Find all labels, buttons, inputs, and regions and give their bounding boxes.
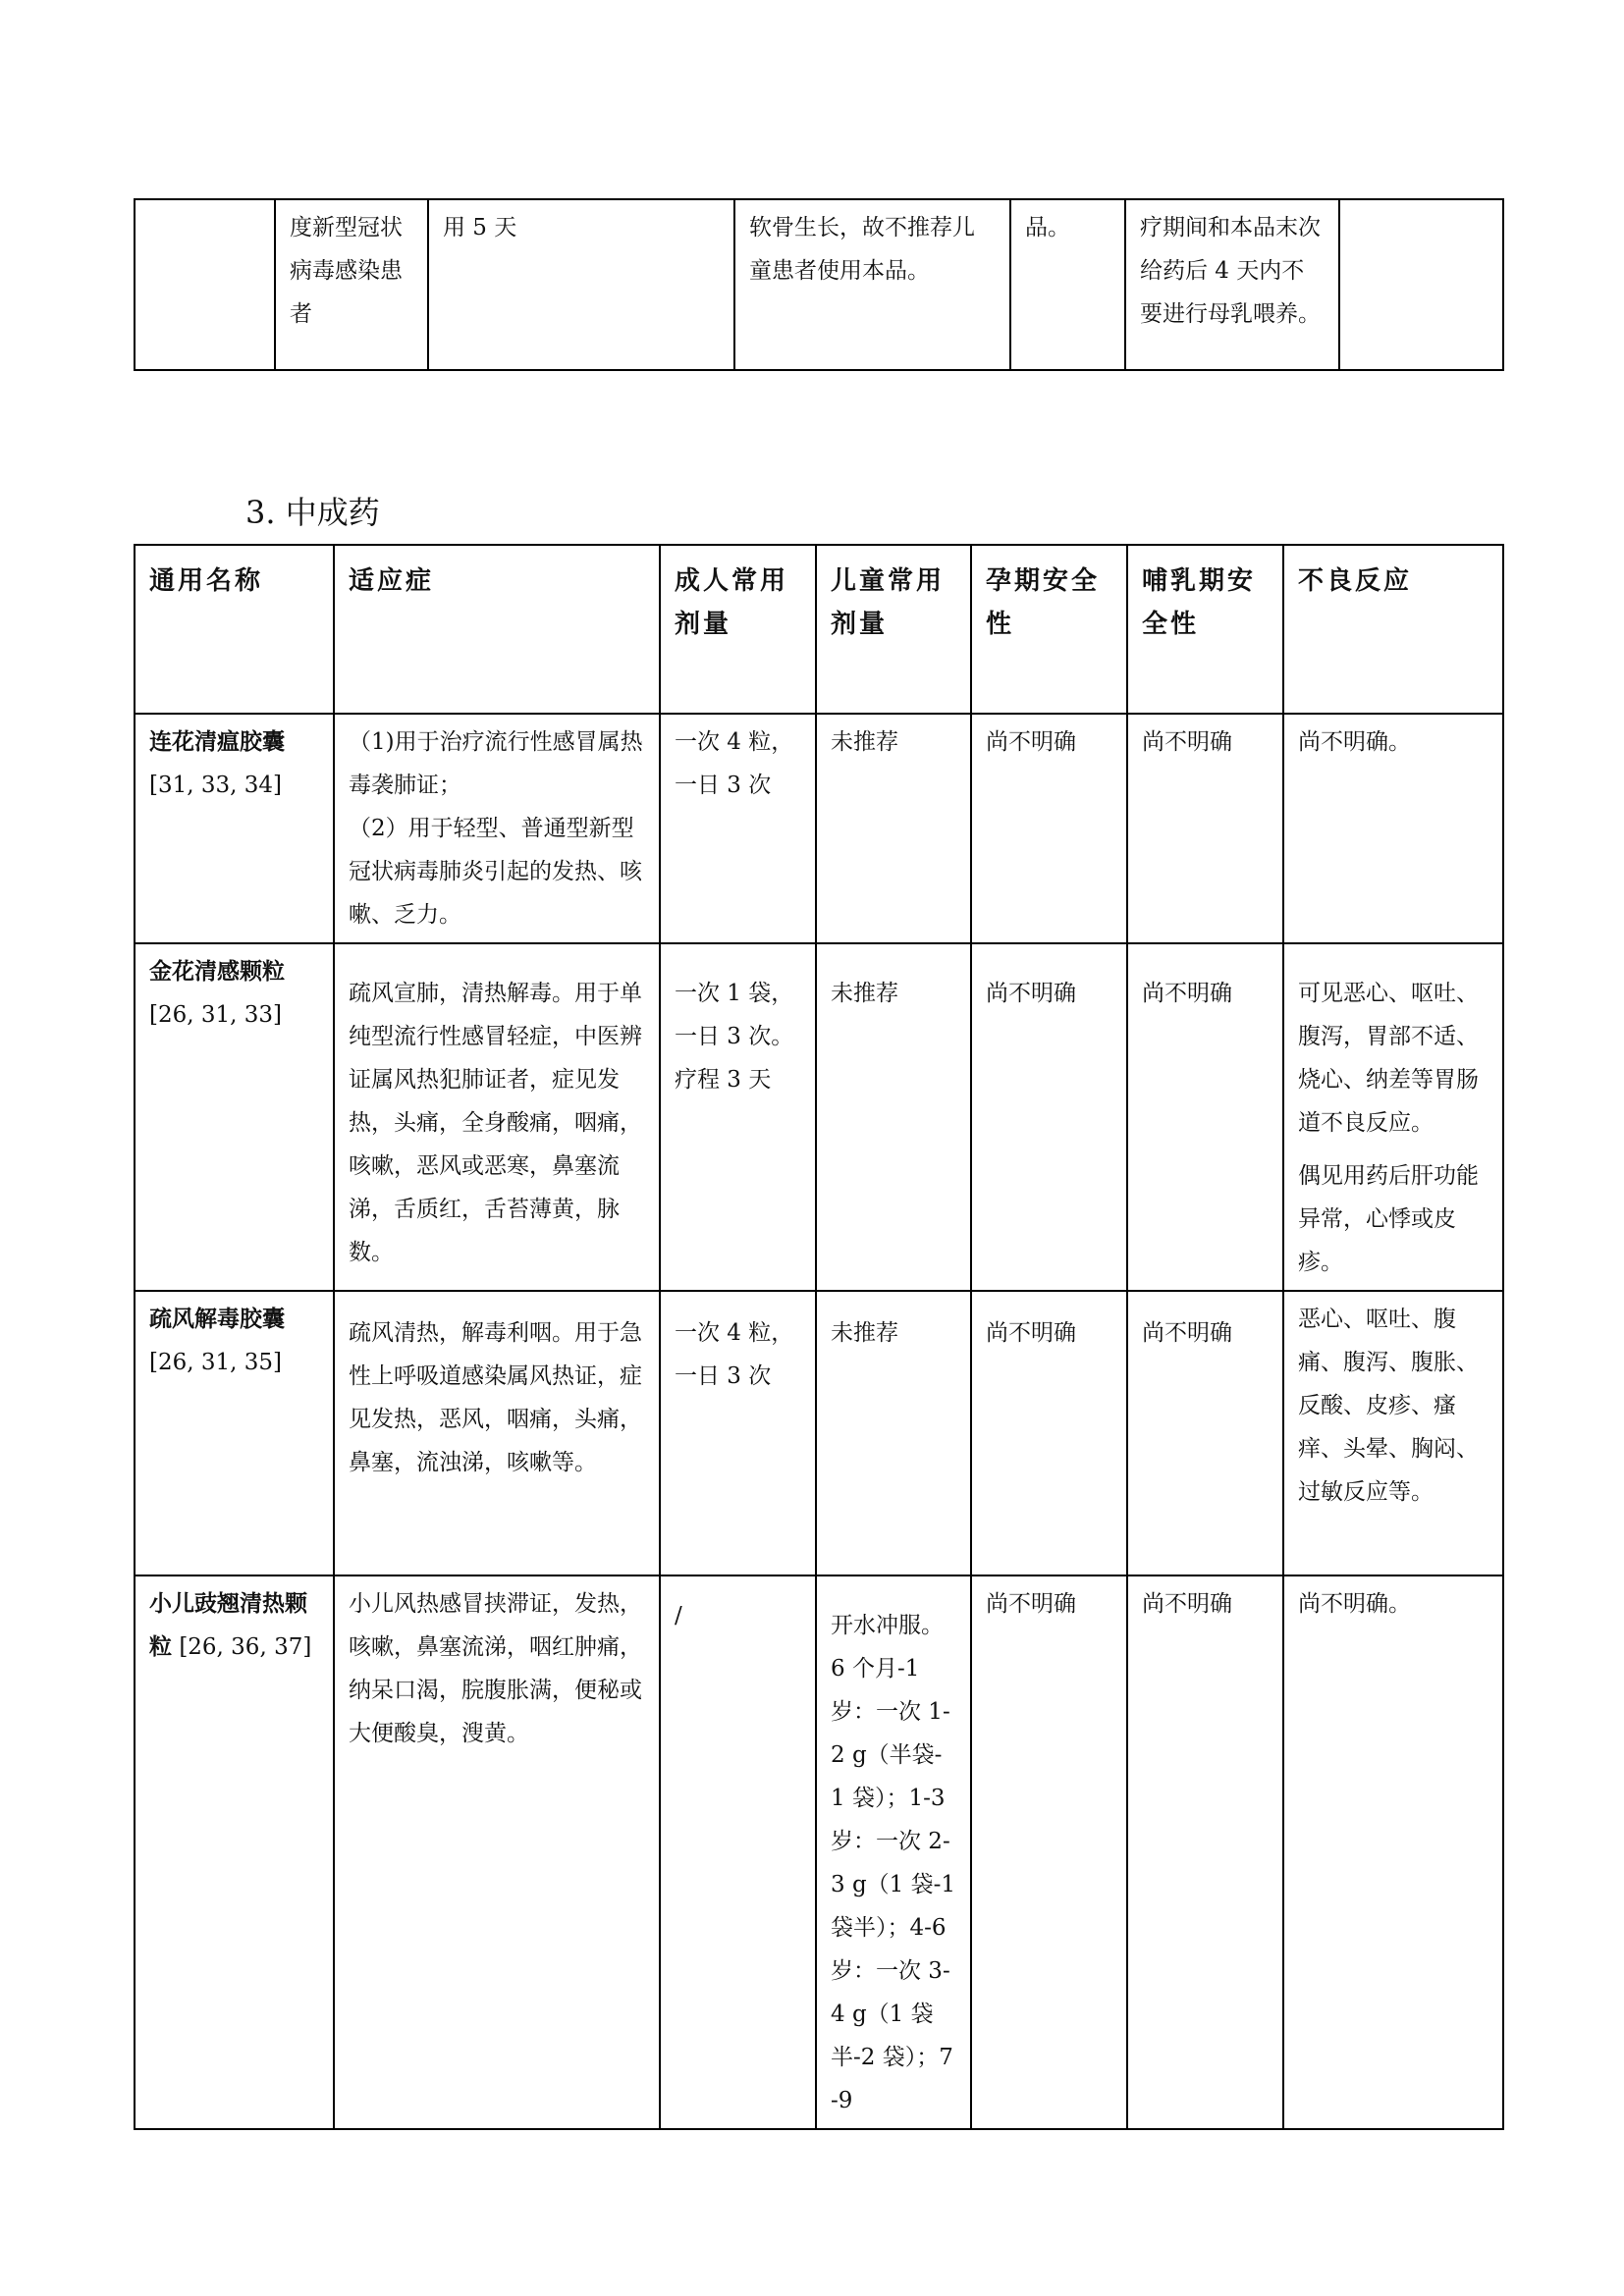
adverse-text: 尚不明确。 (1298, 1591, 1411, 1617)
pregnancy-cell: 尚不明确 (971, 943, 1127, 1291)
drug-ref: [31, 33, 34] (149, 773, 282, 798)
drug-name-cell (135, 943, 334, 1291)
drug-name-cell (135, 714, 334, 943)
header-lactation: 哺乳期安全性 (1127, 545, 1283, 714)
drug-name: 金花清感颗粒 (149, 959, 285, 985)
table-cell (135, 199, 275, 370)
indication-text: 小儿风热感冒挟滞证，发热，咳嗽，鼻塞流涕，咽红肿痛，纳呆口渴，脘腹胀满，便秘或大便酸臭，溲黄。 (349, 1591, 642, 1746)
lactation-cell: 尚不明确 (1127, 1575, 1283, 2129)
adult-dose-cell: 一次 4 粒，一日 3 次 (660, 714, 816, 943)
drug-name: 连花清瘟胶囊 (149, 729, 285, 755)
adverse-text: 偶见用药后肝功能异常，心悸或皮疹。 (1298, 1163, 1479, 1275)
child-dose-cell: 开水冲服。6 个月-1 岁：一次 1-2 g（半袋-1 袋）；1-3 岁：一次 2-3 g（1 袋-1 袋半）；4-6 岁：一次 3-4 g（1 袋半-2 袋）；7-9 (816, 1575, 971, 2129)
table-cell: 疗期间和本品末次给药后 4 天内不要进行母乳喂养。 (1125, 199, 1339, 370)
tcm-drug-table (134, 544, 1504, 2130)
drug-ref: [26, 31, 33] (149, 1002, 282, 1028)
adverse-text: 尚不明确。 (1298, 729, 1411, 755)
header-child-dose: 儿童常用剂量 (816, 545, 971, 714)
drug-ref: [26, 36, 37] (179, 1634, 312, 1660)
table-row (135, 199, 1503, 370)
header-name: 通用名称 (135, 545, 334, 714)
lactation-cell: 尚不明确 (1127, 714, 1283, 943)
child-dose-cell: 未推荐 (816, 1291, 971, 1575)
pregnancy-cell: 尚不明确 (971, 1291, 1127, 1575)
indication-cell (334, 1291, 660, 1575)
drug-name-cell (135, 1575, 334, 2129)
adverse-cell (1283, 1291, 1503, 1575)
indication-text: （1)用于治疗流行性感冒属热毒袭肺证； (349, 729, 643, 798)
indication-cell (334, 943, 660, 1291)
section-heading: 3. 中成药 (245, 494, 380, 531)
adverse-cell (1283, 714, 1503, 943)
header-indication: 适应症 (334, 545, 660, 714)
adult-dose-cell: 一次 4 粒，一日 3 次 (660, 1291, 816, 1575)
indication-text: 疏风宣肺，清热解毒。用于单纯型流行性感冒轻症，中医辨证属风热犯肺证者，症见发热，头痛，全身酸痛，咽痛，咳嗽，恶风或恶寒，鼻塞流涕，舌质红，舌苔薄黄，脉数。 (349, 981, 642, 1265)
indication-text: （2）用于轻型、普通型新型冠状病毒肺炎引起的发热、咳嗽、乏力。 (349, 816, 642, 928)
header-pregnancy: 孕期安全性 (971, 545, 1127, 714)
indication-cell (334, 714, 660, 943)
table-cell: 度新型冠状病毒感染患者 (275, 199, 428, 370)
lactation-cell: 尚不明确 (1127, 943, 1283, 1291)
adult-dose-cell: 一次 1 袋，一日 3 次。疗程 3 天 (660, 943, 816, 1291)
header-adult-dose: 成人常用剂量 (660, 545, 816, 714)
adult-dose-cell: / (660, 1575, 816, 2129)
adverse-text: 恶心、呕吐、腹痛、腹泻、腹胀、反酸、皮疹、瘙痒、头晕、胸闷、过敏反应等。 (1298, 1307, 1479, 1505)
table-row (135, 714, 1503, 943)
table-cell: 品。 (1010, 199, 1125, 370)
pregnancy-cell: 尚不明确 (971, 714, 1127, 943)
child-dose-cell: 未推荐 (816, 943, 971, 1291)
table-cell (1339, 199, 1503, 370)
table-cell: 用 5 天 (428, 199, 734, 370)
table-cell: 软骨生长，故不推荐儿童患者使用本品。 (734, 199, 1010, 370)
drug-ref: [26, 31, 35] (149, 1350, 282, 1375)
table-header-row (135, 545, 1503, 714)
child-dose-cell: 未推荐 (816, 714, 971, 943)
indication-cell (334, 1575, 660, 2129)
drug-name: 疏风解毒胶囊 (149, 1307, 285, 1332)
adverse-cell (1283, 943, 1503, 1291)
header-adverse: 不良反应 (1283, 545, 1503, 714)
drug-name: 小儿豉翘清热颗粒 (149, 1591, 307, 1660)
adverse-cell (1283, 1575, 1503, 2129)
lactation-cell: 尚不明确 (1127, 1291, 1283, 1575)
indication-text: 疏风清热，解毒利咽。用于急性上呼吸道感染属风热证，症见发热，恶风，咽痛，头痛，鼻塞，流浊涕，咳嗽等。 (349, 1320, 642, 1475)
pregnancy-cell: 尚不明确 (971, 1575, 1127, 2129)
drug-name-cell (135, 1291, 334, 1575)
table-row (135, 1575, 1503, 2129)
table-row (135, 943, 1503, 1291)
table-row (135, 1291, 1503, 1575)
continued-table (134, 198, 1504, 371)
adverse-text: 可见恶心、呕吐、腹泻，胃部不适、烧心、纳差等胃肠道不良反应。 (1298, 981, 1479, 1136)
